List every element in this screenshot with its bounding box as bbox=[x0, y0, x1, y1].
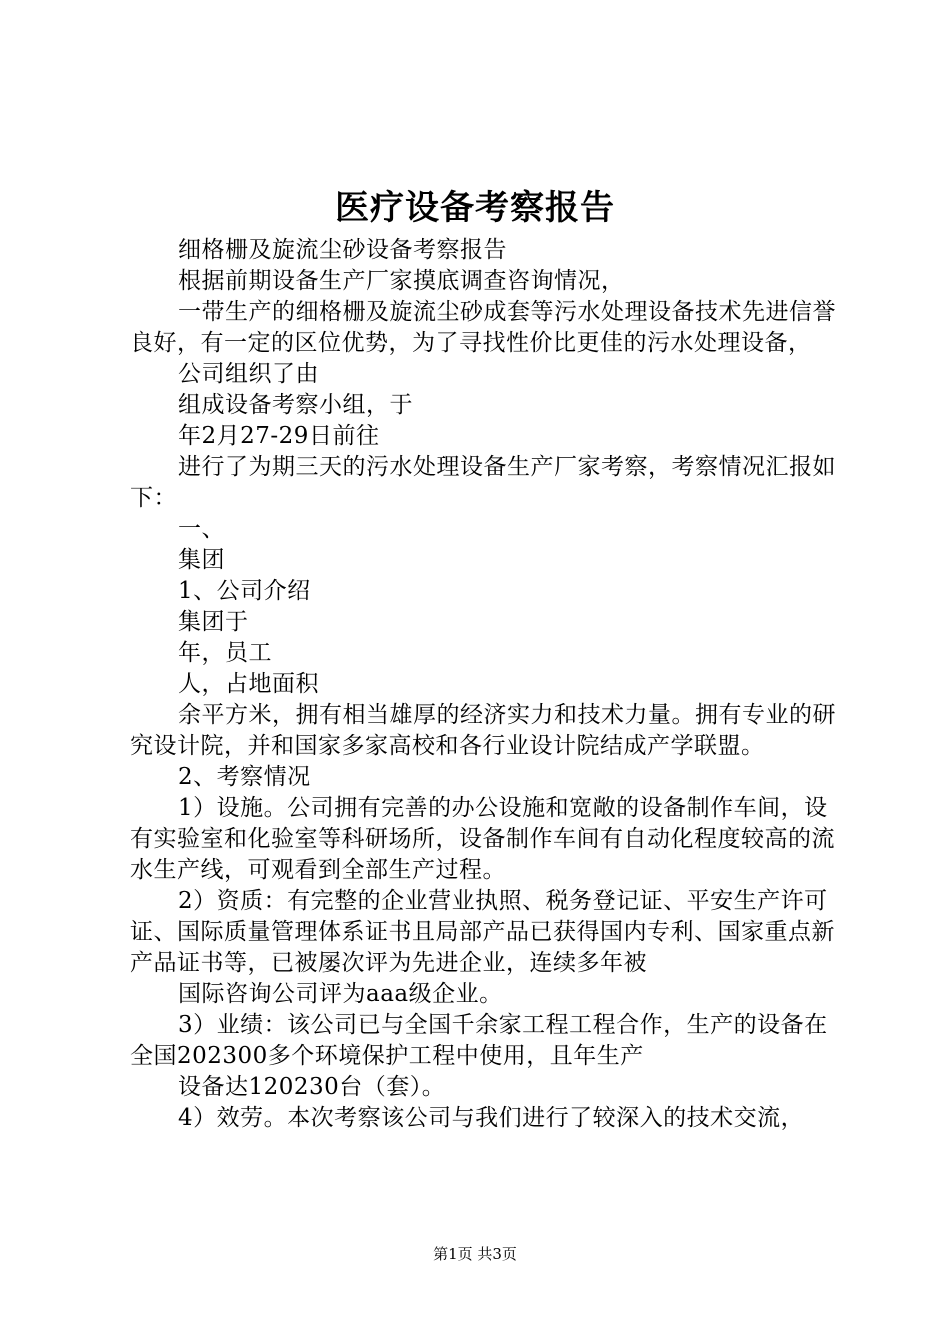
paragraph: 集团 bbox=[178, 547, 225, 573]
paragraph: 人，占地面积 bbox=[178, 671, 319, 697]
paragraph: 组成设备考察小组，于 bbox=[178, 392, 413, 418]
document-body bbox=[130, 235, 838, 1134]
paragraph: 1）设施。公司拥有完善的办公设施和宽敞的设备制作车间，设有实验室和化验室等科研场所，设备制作车间有自动化程度较高的流水生产线，可观看到全部生产过程。 bbox=[130, 795, 835, 883]
paragraph: 3）业绩：该公司已与全国千余家工程工程合作，生产的设备在全国202300多个环境保护工程中使用，且年生产 bbox=[130, 1012, 828, 1069]
paragraph: 年，员工 bbox=[178, 640, 272, 666]
paragraph: 余平方米，拥有相当雄厚的经济实力和技术力量。拥有专业的研究设计院，并和国家多家高校和各行业设计院结成产学联盟。 bbox=[130, 702, 836, 759]
page-footer: 第1页 共3页 bbox=[433, 1245, 517, 1263]
paragraph: 公司组织了由 bbox=[178, 361, 319, 387]
paragraph: 2）资质：有完整的企业营业执照、税务登记证、平安生产许可证、国际质量管理体系证书且局部产品已获得国内专利、国家重点新产品证书等，已被屡次评为先进企业，连续多年被 bbox=[130, 888, 835, 976]
paragraph: 1、公司介绍 bbox=[178, 578, 311, 604]
paragraph: 2、考察情况 bbox=[178, 764, 311, 790]
paragraph: 国际咨询公司评为aaa级企业。 bbox=[178, 981, 503, 1007]
paragraph: 设备达120230台（套）。 bbox=[178, 1074, 446, 1100]
paragraph: 根据前期设备生产厂家摸底调查咨询情况， bbox=[178, 268, 625, 294]
paragraph: 年2月27-29日前往 bbox=[178, 423, 380, 449]
paragraph: 细格栅及旋流尘砂设备考察报告 bbox=[178, 237, 507, 263]
paragraph: 集团于 bbox=[178, 609, 249, 635]
paragraph: 4）效劳。本次考察该公司与我们进行了较深入的技术交流， bbox=[178, 1105, 805, 1131]
paragraph: 一带生产的细格栅及旋流尘砂成套等污水处理设备技术先进信誉良好，有一定的区位优势，为了寻找性价比更佳的污水处理设备， bbox=[130, 299, 836, 356]
document-title: 医疗设备考察报告 bbox=[335, 188, 615, 228]
paragraph: 进行了为期三天的污水处理设备生产厂家考察，考察情况汇报如下： bbox=[130, 454, 836, 511]
paragraph: 一、 bbox=[178, 516, 225, 542]
